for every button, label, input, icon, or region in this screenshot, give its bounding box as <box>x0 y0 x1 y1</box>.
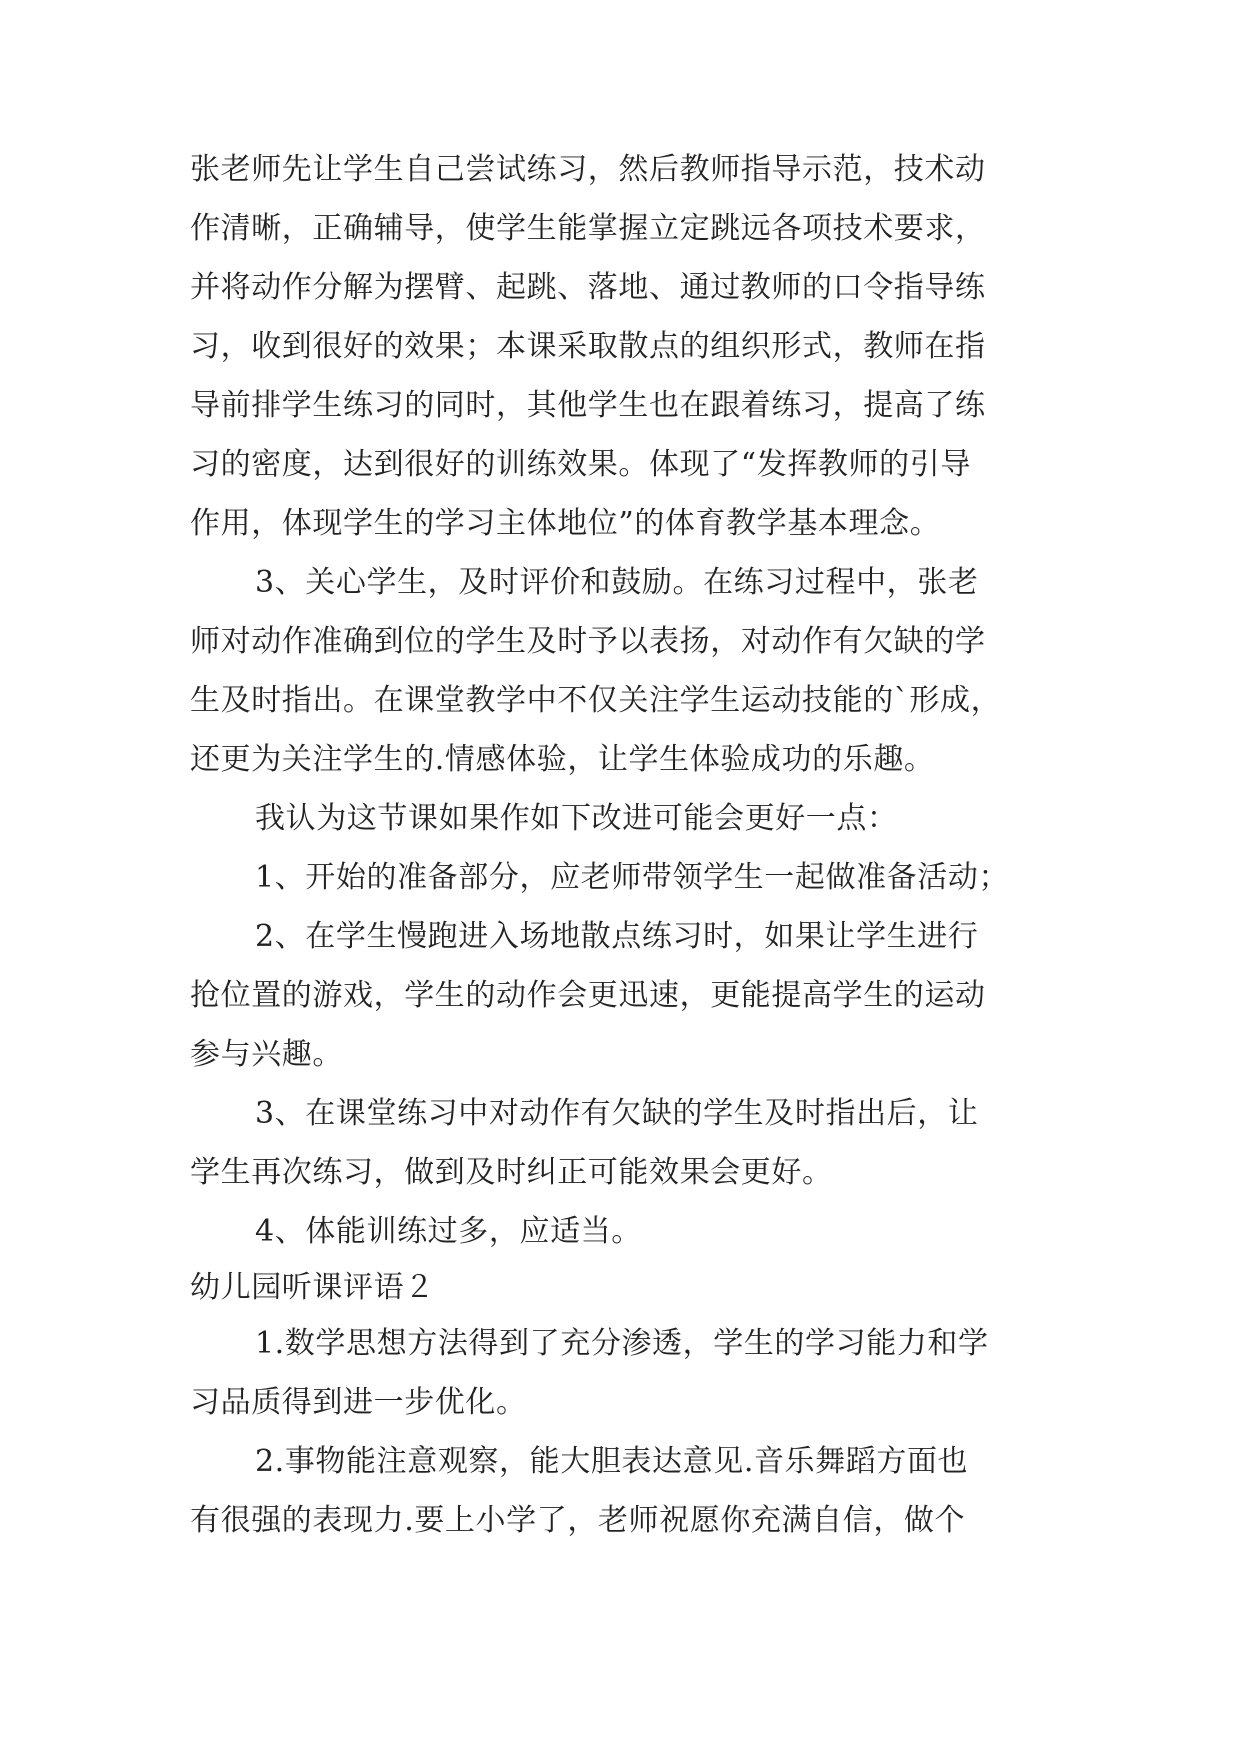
text-line: 有很强的表现力.要上小学了，老师祝愿你充满自信，做个 <box>190 1503 966 1538</box>
text-line: 导前排学生练习的同时，其他学生也在跟着练习，提高了练 <box>190 388 986 423</box>
text-line: 作用，体现学生的学习主体地位”的体育教学基本理念。 <box>190 506 941 541</box>
section-heading: 幼儿园听课评语２ <box>190 1270 435 1305</box>
list-item: 4、体能训练过多，应适当。 <box>255 1214 642 1249</box>
text-line: 生及时指出。在课堂教学中不仅关注学生运动技能的`形成， <box>190 683 1002 718</box>
text-line: 并将动作分解为摆臂、起跳、落地、通过教师的口令指导练 <box>190 270 986 305</box>
text-line: 师对动作准确到位的学生及时予以表扬，对动作有欠缺的学 <box>190 624 986 659</box>
paragraph-start: 我认为这节课如果作如下改进可能会更好一点： <box>255 801 898 836</box>
text-line: 还更为关注学生的.情感体验，让学生体验成功的乐趣。 <box>190 742 935 777</box>
list-item: 2.事物能注意观察，能大胆表达意见.音乐舞蹈方面也 <box>255 1444 969 1479</box>
list-item: 3、在课堂练习中对动作有欠缺的学生及时指出后，让 <box>255 1096 979 1131</box>
text-line: 习的密度，达到很好的训练效果。体现了“发挥教师的引导 <box>190 447 971 482</box>
text-line: 学生再次练习，做到及时纠正可能效果会更好。 <box>190 1155 833 1190</box>
text-line: 抢位置的游戏，学生的动作会更迅速，更能提高学生的运动 <box>190 978 986 1013</box>
text-line: 张老师先让学生自己尝试练习，然后教师指导示范，技术动 <box>190 152 986 187</box>
text-line: 习品质得到进一步优化。 <box>190 1385 527 1420</box>
text-line: 习，收到很好的效果；本课采取散点的组织形式，教师在指 <box>190 329 986 364</box>
list-item: 1.数学思想方法得到了充分渗透，学生的学习能力和学 <box>255 1326 989 1361</box>
list-item: 1、开始的准备部分，应老师带领学生一起做准备活动； <box>255 860 1010 895</box>
text-line: 作清晰，正确辅导，使学生能掌握立定跳远各项技术要求， <box>190 211 986 246</box>
paragraph-start: 3、关心学生，及时评价和鼓励。在练习过程中，张老 <box>255 565 979 600</box>
list-item: 2、在学生慢跑进入场地散点练习时，如果让学生进行 <box>255 919 979 954</box>
text-line: 参与兴趣。 <box>190 1037 343 1072</box>
